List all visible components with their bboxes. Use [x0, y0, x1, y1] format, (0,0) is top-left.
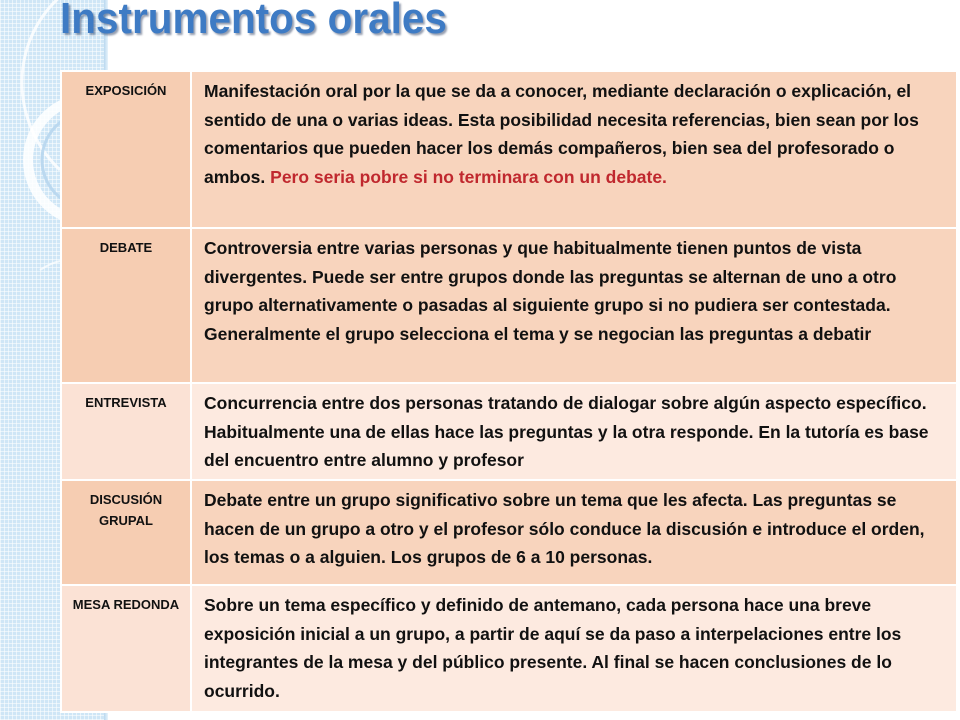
term-entrevista: ENTREVISTA — [61, 383, 191, 480]
table-row — [61, 585, 957, 712]
description-discusion-grupal: Debate entre un grupo significativo sobre un tema que les afecta. Las preguntas se hacen de un grupo a otro y el profesor sólo conduce la discusión e introduce el orden, los temas o a alguien. Los grupos de 6 a 10 personas. — [191, 480, 957, 585]
table-row — [61, 71, 957, 228]
table-row — [61, 480, 957, 585]
table-row — [61, 228, 957, 383]
term-exposicion: EXPOSICIÓN — [61, 71, 191, 228]
term-discusion-grupal: DISCUSIÓN GRUPAL — [61, 480, 191, 585]
page-title: Instrumentos orales — [60, 0, 447, 43]
table-row — [61, 383, 957, 480]
instruments-table — [60, 70, 958, 713]
description-entrevista: Concurrencia entre dos personas tratando de dialogar sobre algún aspecto específico. Habitualmente una de ellas hace las preguntas y la otra responde. En la tutoría es base del encuentro entre alumno y profesor — [191, 383, 957, 480]
description-exposicion — [191, 71, 957, 228]
description-debate: Controversia entre varias personas y que habitualmente tienen puntos de vista divergentes. Puede ser entre grupos donde las preguntas se alternan de uno a otro grupo alternativamente o pasadas al siguiente grupo si no pudiera ser contestada. Generalmente el grupo selecciona el tema y se negocian las preguntas a debatir — [191, 228, 957, 383]
term-debate: DEBATE — [61, 228, 191, 383]
description-text: Manifestación oral por la que se da a conocer, mediante declaración o explicación, el sentido de una o varias ideas. Esta posibilidad necesita referencias, bien sean por los comentarios que pueden hacer los demás compañeros, bien sea del profesorado o ambos. — [204, 81, 919, 187]
highlight-text: Pero seria pobre si no terminara con un debate. — [270, 166, 667, 187]
description-mesa-redonda: Sobre un tema específico y definido de antemano, cada persona hace una breve exposición inicial a un grupo, a partir de aquí se da paso a interpelaciones entre los integrantes de la mesa y del público presente. Al final se hacen conclusiones de lo ocurrido. — [191, 585, 957, 712]
term-mesa-redonda: MESA REDONDA — [61, 585, 191, 712]
